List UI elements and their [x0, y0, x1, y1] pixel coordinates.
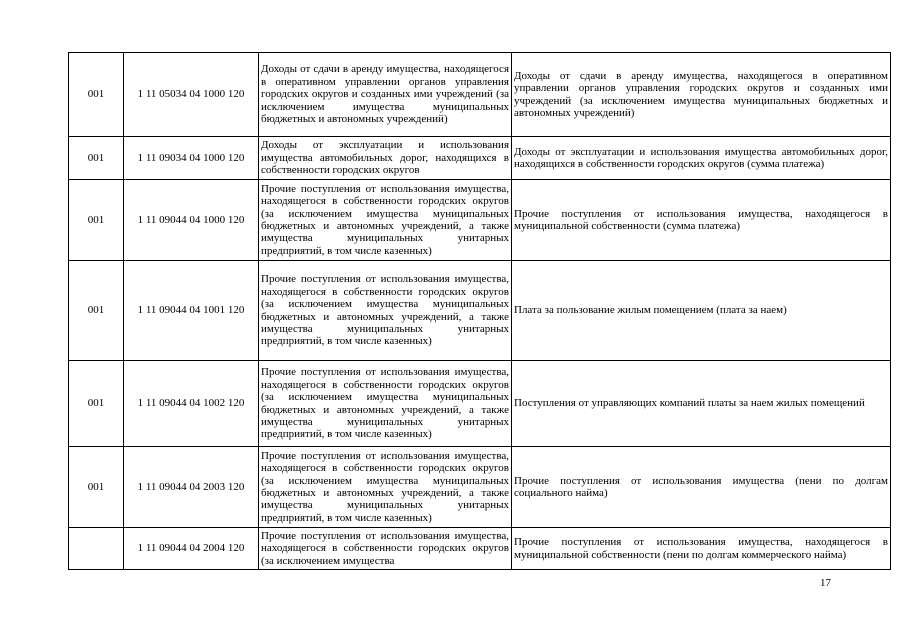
revenue-description-cell: Доходы от эксплуатации и использования имущества автомобильных дорог, находящихся в собственности городских округов (сумма платежа)	[512, 137, 891, 180]
admin-code-cell	[69, 528, 124, 570]
budget-code-cell: 1 11 09044 04 2004 120	[124, 528, 259, 570]
revenue-description-cell: Доходы от сдачи в аренду имущества, находящегося в оперативном управлении органов управления городских округов и созданных ими учреждений (за исключением имущества муниципальных бюджетных и автономных учреждений)	[512, 53, 891, 137]
revenue-name-cell: Прочие поступления от использования имущества, находящегося в собственности городских округов (за исключением имущества	[259, 528, 512, 570]
budget-code-cell: 1 11 09034 04 1000 120	[124, 137, 259, 180]
table-row	[69, 447, 891, 528]
table-row	[69, 361, 891, 447]
budget-code-cell: 1 11 09044 04 1002 120	[124, 361, 259, 447]
budget-code-cell: 1 11 09044 04 1000 120	[124, 180, 259, 261]
admin-code-cell: 001	[69, 53, 124, 137]
admin-code-cell: 001	[69, 447, 124, 528]
revenue-codes-table	[68, 52, 891, 570]
table-row	[69, 53, 891, 137]
table-row	[69, 528, 891, 570]
revenue-name-cell: Прочие поступления от использования имущества, находящегося в собственности городских округов (за исключением имущества муниципальных бюджетных и автономных учреждений, а также имущества муниципальных унитарных предприятий, в том числе казенных)	[259, 361, 512, 447]
revenue-description-cell: Прочие поступления от использования имущества, находящегося в муниципальной собственности (пени по долгам коммерческого найма)	[512, 528, 891, 570]
revenue-name-cell: Прочие поступления от использования имущества, находящегося в собственности городских округов (за исключением имущества муниципальных бюджетных и автономных учреждений, а также имущества муниципальных унитарных предприятий, в том числе казенных)	[259, 180, 512, 261]
revenue-name-cell: Доходы от сдачи в аренду имущества, находящегося в оперативном управлении органов управления городских округов и созданных ими учреждений (за исключением имущества муниципальных бюджетных и автономных учреждений)	[259, 53, 512, 137]
table-row	[69, 137, 891, 180]
revenue-description-cell: Плата за пользование жилым помещением (плата за наем)	[512, 261, 891, 361]
revenue-name-cell: Прочие поступления от использования имущества, находящегося в собственности городских округов (за исключением имущества муниципальных бюджетных и автономных учреждений, а также имущества муниципальных унитарных предприятий, в том числе казенных)	[259, 447, 512, 528]
budget-code-cell: 1 11 09044 04 2003 120	[124, 447, 259, 528]
revenue-description-cell: Поступления от управляющих компаний платы за наем жилых помещений	[512, 361, 891, 447]
revenue-name-cell: Прочие поступления от использования имущества, находящегося в собственности городских округов (за исключением имущества муниципальных бюджетных и автономных учреждений, а также имущества муниципальных унитарных предприятий, в том числе казенных)	[259, 261, 512, 361]
table-row	[69, 180, 891, 261]
budget-code-cell: 1 11 09044 04 1001 120	[124, 261, 259, 361]
page-number: 17	[820, 577, 831, 589]
table-row	[69, 261, 891, 361]
revenue-description-cell: Прочие поступления от использования имущества, находящегося в муниципальной собственности (сумма платежа)	[512, 180, 891, 261]
revenue-name-cell: Доходы от эксплуатации и использования имущества автомобильных дорог, находящихся в собственности городских округов	[259, 137, 512, 180]
admin-code-cell: 001	[69, 137, 124, 180]
admin-code-cell: 001	[69, 361, 124, 447]
revenue-description-cell: Прочие поступления от использования имущества (пени по долгам социального найма)	[512, 447, 891, 528]
budget-code-cell: 1 11 05034 04 1000 120	[124, 53, 259, 137]
admin-code-cell: 001	[69, 261, 124, 361]
admin-code-cell: 001	[69, 180, 124, 261]
